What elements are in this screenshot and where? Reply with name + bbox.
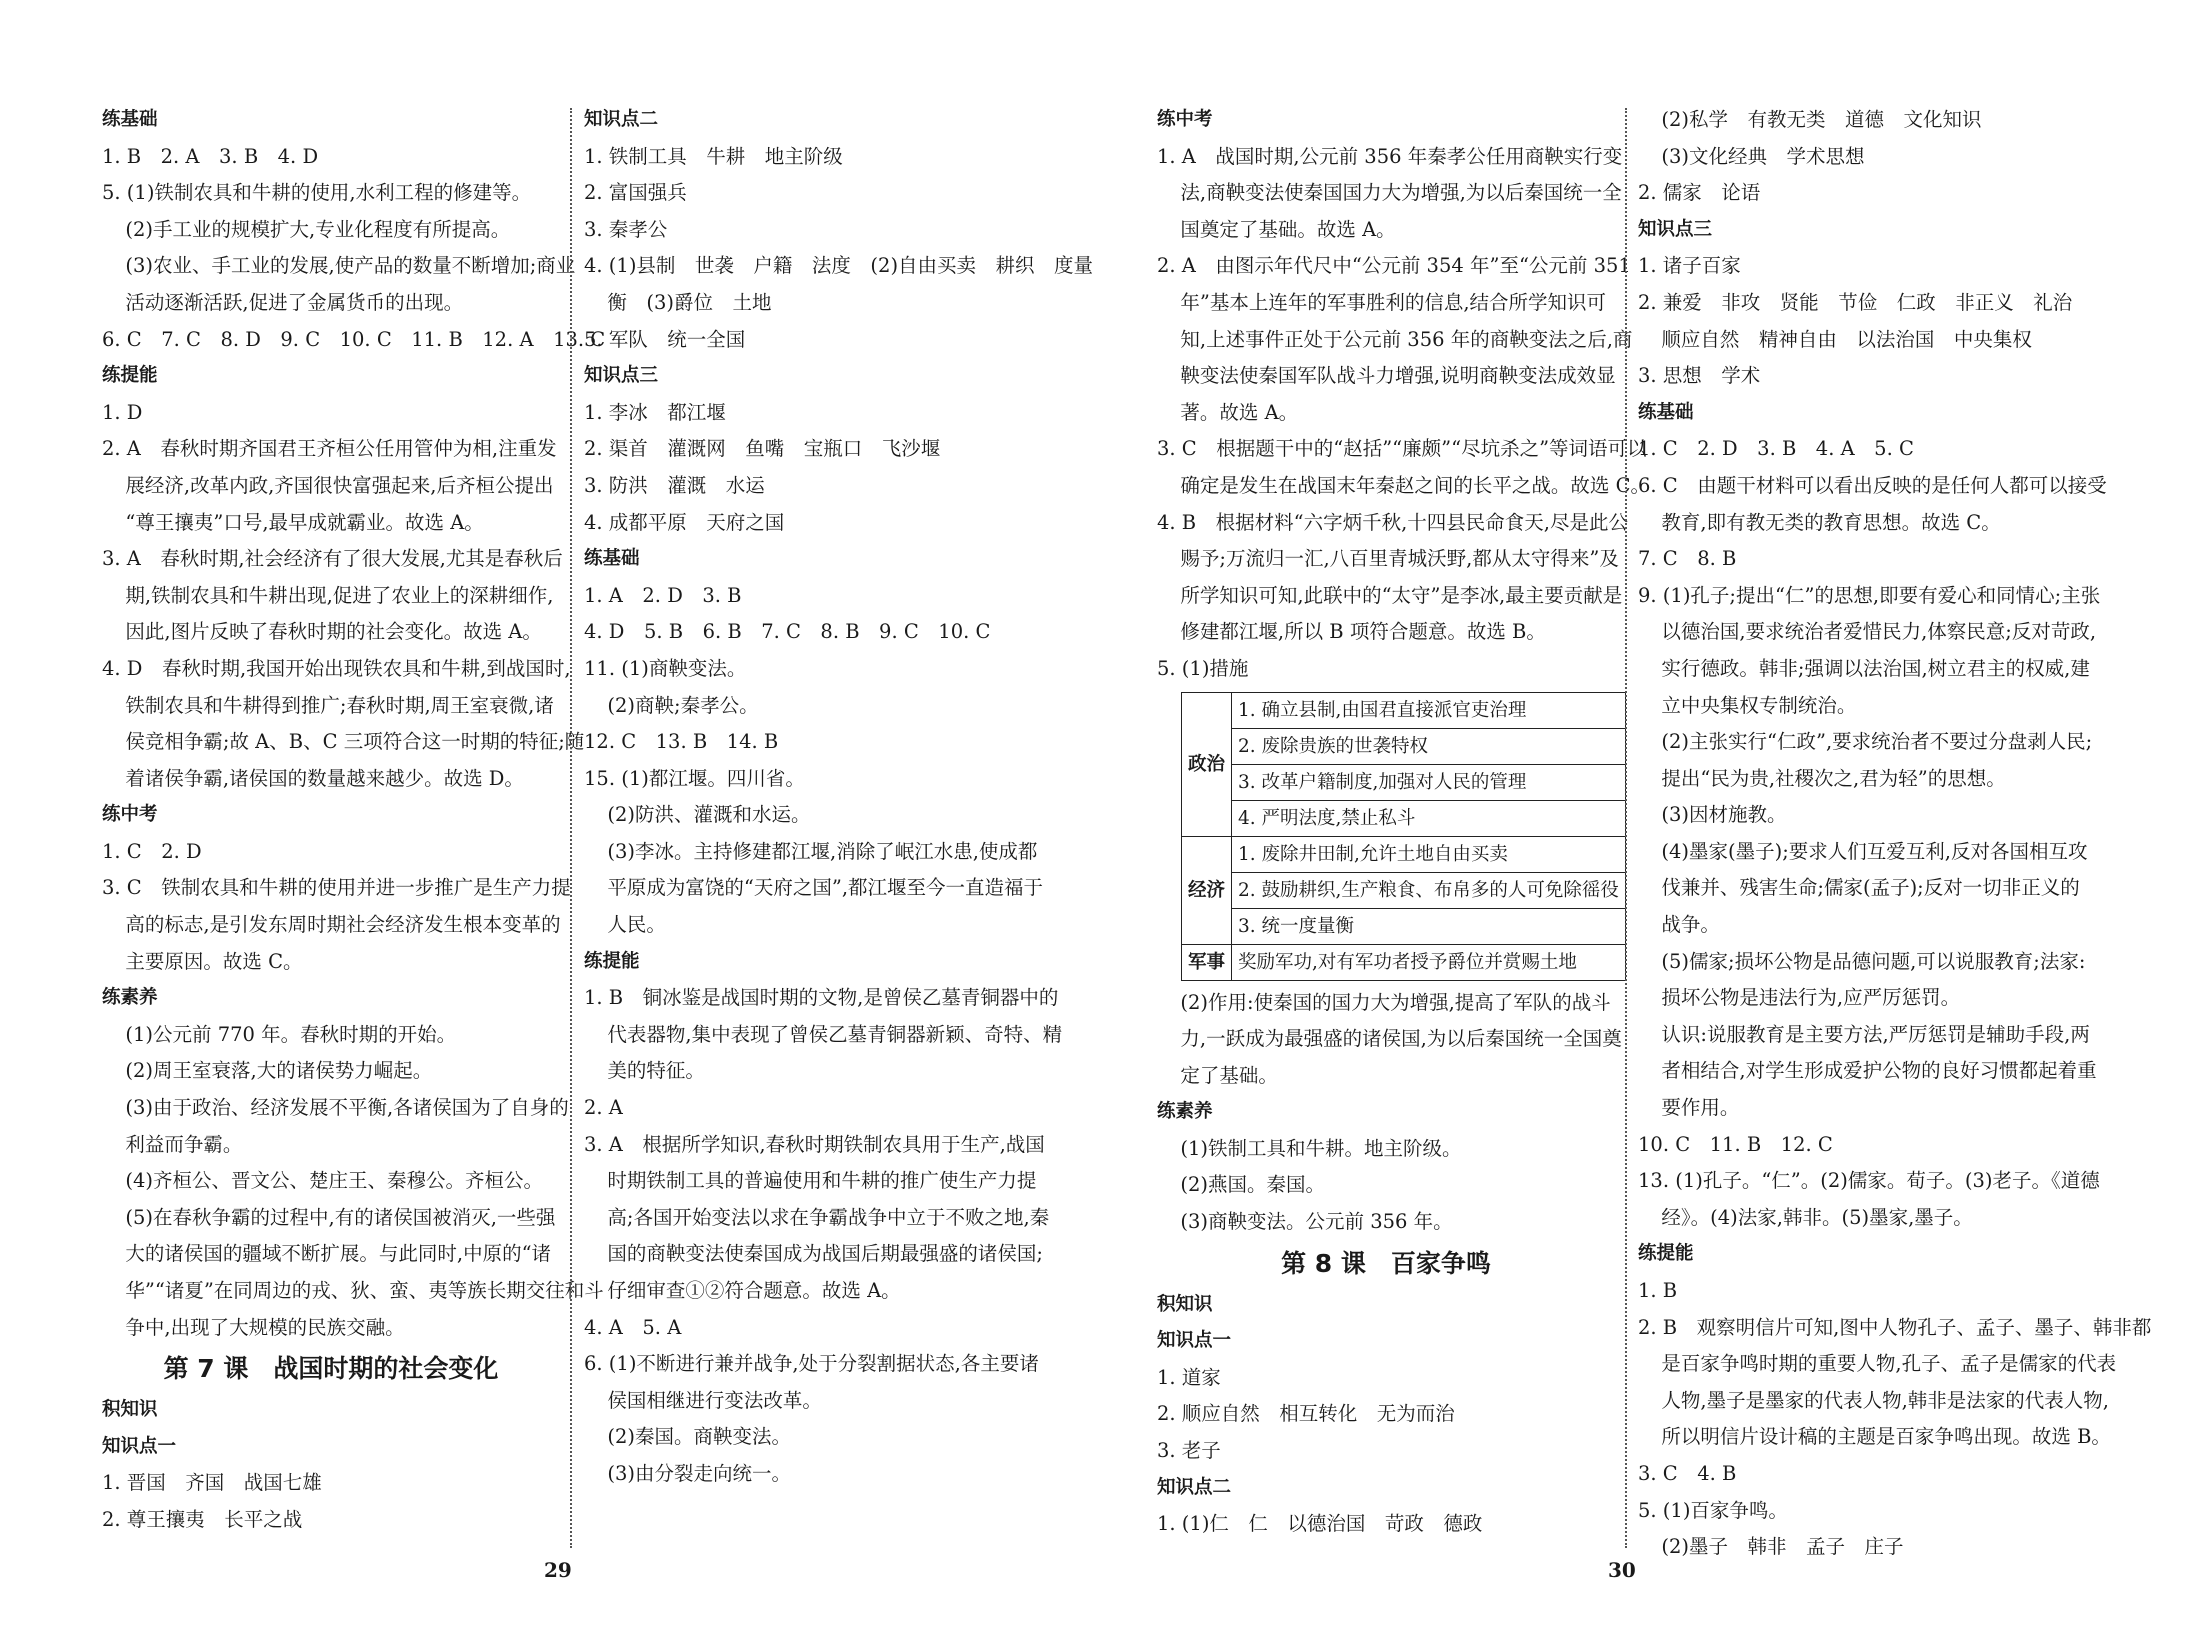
section-heading: 练基础 bbox=[584, 548, 640, 570]
column-divider-right bbox=[1625, 108, 1627, 1548]
answer-line: 1. 铁制工具 牛耕 地主阶级 bbox=[584, 144, 843, 168]
table-item-cell: 1. 废除井田制,允许土地自由买卖 bbox=[1232, 836, 1626, 872]
answer-line: 1. 诸子百家 bbox=[1638, 254, 1741, 278]
answer-line: 15. (1)都江堰。四川省。 bbox=[584, 766, 805, 790]
answer-line: 顺应自然 精神自由 以法治国 中央集权 bbox=[1661, 327, 2032, 351]
answer-line: 高的标志,是引发东周时期社会经济发生根本变革的 bbox=[125, 913, 561, 937]
answer-line: 1. 道家 bbox=[1157, 1365, 1221, 1389]
table-row bbox=[1182, 764, 1626, 800]
answer-line: 伐兼并、残害生命;儒家(孟子);反对一切非正义的 bbox=[1661, 876, 2080, 900]
answer-line: 仔细审查①②符合题意。故选 A。 bbox=[607, 1279, 901, 1302]
section-heading: 知识点一 bbox=[1157, 1330, 1232, 1352]
answer-line: 4. D 5. B 6. B 7. C 8. B 9. C 10. C bbox=[584, 620, 991, 644]
answer-line: 定了基础。 bbox=[1180, 1063, 1278, 1087]
answer-line: (2)主张实行“仁政”,要求统治者不要过分盘剥人民; bbox=[1661, 730, 2093, 754]
answer-line: 2. 兼爱 非攻 贤能 节俭 仁政 非正义 礼治 bbox=[1638, 290, 2073, 314]
column-divider-left bbox=[570, 108, 572, 1548]
answer-line: 4. D 春秋时期,我国开始出现铁农具和牛耕,到战国时, bbox=[102, 656, 571, 680]
answer-line: 3. A 春秋时期,社会经济有了很大发展,尤其是春秋后 bbox=[102, 547, 563, 571]
answer-line: (2)燕国。秦国。 bbox=[1180, 1173, 1326, 1197]
answer-line: (3)农业、手工业的发展,使产品的数量不断增加;商业 bbox=[125, 254, 576, 278]
col3-bottom-section bbox=[1157, 985, 1622, 1543]
answer-line: 1. 晋国 齐国 战国七雄 bbox=[102, 1471, 322, 1495]
answer-line: 2. 渠首 灌溉网 鱼嘴 宝瓶口 飞沙堰 bbox=[584, 437, 941, 461]
section-heading: 练基础 bbox=[1638, 401, 1694, 423]
answer-line: 以德治国,要求统治者爱惜民力,体察民意;反对苛政, bbox=[1661, 620, 2097, 644]
answer-line: 立中央集权专制统治。 bbox=[1661, 693, 1857, 717]
answer-line: (2)商鞅;秦孝公。 bbox=[607, 693, 759, 717]
table-row bbox=[1182, 800, 1626, 836]
answer-line: 平原成为富饶的“天府之国”,都江堰至今一直造福于 bbox=[607, 876, 1044, 900]
answer-line: 12. C 13. B 14. B bbox=[584, 730, 779, 754]
answer-line: 1. B 铜冰鉴是战国时期的文物,是曾侯乙墓青铜器中的 bbox=[584, 986, 1059, 1010]
left-page-column-1 bbox=[102, 102, 606, 1539]
answer-line: 衡 (3)爵位 土地 bbox=[607, 290, 772, 314]
answer-line: (1)铁制工具和牛耕。地主阶级。 bbox=[1180, 1136, 1462, 1160]
answer-line: “尊王攘夷”口号,最早成就霸业。故选 A。 bbox=[125, 510, 484, 534]
answer-line: 时期铁制工具的普遍使用和牛耕的推广使生产力提 bbox=[607, 1169, 1037, 1193]
answer-line: 6. C 7. C 8. D 9. C 10. C 11. B 12. A 13. C bbox=[102, 327, 606, 351]
table-row bbox=[1182, 692, 1626, 728]
answer-line: 5. (1)百家争鸣。 bbox=[1638, 1498, 1788, 1522]
answer-line: 认识:说服教育是主要方法,严厉惩罚是辅助手段,两 bbox=[1661, 1022, 2090, 1046]
answer-line: 2. 儒家 论语 bbox=[1638, 181, 1761, 205]
answer-line: (5)在春秋争霸的过程中,有的诸侯国被消灭,一些强 bbox=[125, 1205, 556, 1229]
answer-line: 3. 老子 bbox=[1157, 1439, 1221, 1463]
section-heading: 知识点三 bbox=[1638, 218, 1713, 240]
answer-line: (2)手工业的规模扩大,专业化程度有所提高。 bbox=[125, 217, 511, 241]
answer-line: (5)儒家;损坏公物是品德问题,可以说服教育;法家: bbox=[1661, 949, 2086, 973]
section-heading: 练中考 bbox=[102, 804, 158, 826]
page-number-left: 29 bbox=[544, 1558, 572, 1582]
answer-line: 要作用。 bbox=[1661, 1096, 1740, 1120]
answer-line: 侯国相继进行变法改革。 bbox=[607, 1388, 822, 1412]
answer-line: 国奠定了基础。故选 A。 bbox=[1180, 217, 1396, 241]
answer-line: 人物,墨子是墨家的代表人物,韩非是法家的代表人物, bbox=[1661, 1388, 2109, 1412]
answer-line: 4. B 根据材料“六字炳千秋,十四县民命食天,尽是此公 bbox=[1157, 510, 1628, 534]
answer-line: 3. 防洪 灌溉 水运 bbox=[584, 473, 765, 497]
answer-line: 4. A 5. A bbox=[584, 1315, 682, 1339]
answer-line: (4)墨家(墨子);要求人们互爱互利,反对各国相互攻 bbox=[1661, 839, 2088, 863]
answer-line: 1. C 2. D bbox=[102, 839, 202, 863]
section-heading: 积知识 bbox=[1157, 1293, 1213, 1315]
section-heading: 知识点二 bbox=[584, 109, 659, 130]
section-heading: 知识点二 bbox=[1157, 1476, 1232, 1498]
answer-line: 者相结合,对学生形成爱护公物的良好习惯都起着重 bbox=[1661, 1059, 2097, 1083]
answer-line: 1. 李冰 都江堰 bbox=[584, 400, 726, 424]
answer-line: 2. 尊王攘夷 长平之战 bbox=[102, 1507, 303, 1531]
answer-line: 赐予;万流归一汇,八百里青城沃野,都从太守得来”及 bbox=[1180, 547, 1619, 571]
left-page-column-2 bbox=[584, 102, 1094, 1493]
answer-line: 5. (1)铁制农具和牛耕的使用,水利工程的修建等。 bbox=[102, 181, 532, 205]
answer-line: 知,上述事件正处于公元前 356 年的商鞅变法之后,商 bbox=[1180, 327, 1633, 351]
answer-line: 3. C 4. B bbox=[1638, 1461, 1737, 1485]
section-heading: 练提能 bbox=[1638, 1243, 1694, 1265]
section-heading: 练基础 bbox=[102, 109, 158, 130]
lesson-title: 第 8 课 百家争鸣 bbox=[1281, 1248, 1491, 1278]
answer-line: (2)作用:使秦国的国力大为增强,提高了军队的战斗 bbox=[1180, 990, 1611, 1014]
answer-line: 4. (1)县制 世袭 户籍 法度 (2)自由买卖 耕织 度量 bbox=[584, 254, 1094, 278]
answer-line: 10. C 11. B 12. C bbox=[1638, 1132, 1833, 1156]
answer-line: 鞅变法使秦国军队战斗力增强,说明商鞅变法成效显 bbox=[1180, 364, 1616, 388]
table-row bbox=[1182, 728, 1626, 764]
answer-line: 因此,图片反映了春秋时期的社会变化。故选 A。 bbox=[125, 620, 542, 644]
answer-line: 高;各国开始变法以求在争霸战争中立于不败之地,秦 bbox=[607, 1205, 1050, 1229]
answer-line: 所学知识可知,此联中的“太守”是李冰,最主要贡献是 bbox=[1180, 583, 1623, 607]
section-heading: 知识点一 bbox=[102, 1435, 177, 1457]
col3-top-section bbox=[1157, 102, 1651, 688]
answer-line: 华”“诸夏”在同周边的戎、狄、蛮、夷等族长期交往和斗 bbox=[125, 1279, 604, 1302]
answer-line: 1. (1)仁 仁 以德治国 苛政 德政 bbox=[1157, 1512, 1483, 1536]
answer-line: 展经济,改革内政,齐国很快富强起来,后齐桓公提出 bbox=[125, 473, 554, 497]
section-heading: 练素养 bbox=[1157, 1101, 1213, 1123]
section-heading: 积知识 bbox=[102, 1399, 158, 1421]
answer-line: 7. C 8. B bbox=[1638, 547, 1737, 571]
answer-line: 1. D bbox=[102, 400, 143, 424]
table-item-cell: 4. 严明法度,禁止私斗 bbox=[1232, 800, 1626, 836]
answer-line: 1. A 2. D 3. B bbox=[584, 583, 742, 607]
page-number-right: 30 bbox=[1608, 1558, 1636, 1582]
answer-line: 1. B bbox=[1638, 1279, 1678, 1302]
answer-line: 确定是发生在战国末年秦赵之间的长平之战。故选 C。 bbox=[1180, 473, 1651, 497]
lesson-title: 第 7 课 战国时期的社会变化 bbox=[163, 1354, 499, 1384]
table-item-cell: 2. 废除贵族的世袭特权 bbox=[1232, 728, 1626, 764]
answer-line: 13. (1)孔子。“仁”。(2)儒家。荀子。(3)老子。《道德 bbox=[1638, 1169, 2100, 1193]
answer-line: 9. (1)孔子;提出“仁”的思想,即要有爱心和同情心;主张 bbox=[1638, 583, 2101, 607]
table-item-cell: 3. 改革户籍制度,加强对人民的管理 bbox=[1232, 764, 1626, 800]
answer-line: 11. (1)商鞅变法。 bbox=[584, 656, 747, 680]
answer-line: (3)李冰。主持修建都江堰,消除了岷江水患,使成都 bbox=[607, 839, 1038, 863]
answer-line: 利益而争霸。 bbox=[125, 1132, 243, 1156]
answer-line: 法,商鞅变法使秦国国力大为增强,为以后秦国统一全 bbox=[1180, 181, 1622, 205]
answer-line: 国的商鞅变法使秦国成为战国后期最强盛的诸侯国; bbox=[607, 1242, 1043, 1266]
right-page-column-1 bbox=[1157, 102, 1651, 1543]
section-heading: 练素养 bbox=[102, 987, 158, 1009]
answer-line: 争中,出现了大规模的民族交融。 bbox=[125, 1315, 405, 1339]
answer-line: 着诸侯争霸,诸侯国的数量越来越少。故选 D。 bbox=[125, 766, 524, 790]
table-row bbox=[1182, 908, 1626, 944]
right-page-column-2 bbox=[1638, 102, 2152, 1566]
answer-line: 教育,即有教无类的教育思想。故选 C。 bbox=[1661, 510, 2001, 534]
answer-line: (3)由分裂走向统一。 bbox=[607, 1461, 792, 1485]
answer-line: 著。故选 A。 bbox=[1180, 400, 1299, 424]
answer-line: (2)防洪、灌溉和水运。 bbox=[607, 803, 811, 827]
table-category-cell: 军事 bbox=[1182, 944, 1232, 980]
answer-line: 3. A 根据所学知识,春秋时期铁制农具用于生产,战国 bbox=[584, 1132, 1045, 1156]
answer-line: 损坏公物是违法行为,应严厉惩罚。 bbox=[1661, 986, 1961, 1010]
answer-line: 3. 思想 学术 bbox=[1638, 364, 1761, 388]
answer-line: (3)文化经典 学术思想 bbox=[1661, 144, 1865, 168]
table-category-cell: 经济 bbox=[1182, 836, 1232, 944]
table-item-cell: 2. 鼓励耕织,生产粮食、布帛多的人可免除徭役 bbox=[1232, 872, 1626, 908]
section-heading: 练提能 bbox=[584, 950, 640, 972]
answer-line: 战争。 bbox=[1661, 913, 1720, 937]
answer-line: (2)墨子 韩非 孟子 庄子 bbox=[1661, 1535, 1904, 1559]
answer-line: 期,铁制农具和牛耕出现,促进了农业上的深耕细作, bbox=[125, 583, 554, 607]
answer-line: 5. 军队 统一全国 bbox=[584, 327, 746, 351]
answer-line: (3)由于政治、经济发展不平衡,各诸侯国为了自身的 bbox=[125, 1096, 569, 1120]
table-row bbox=[1182, 836, 1626, 872]
answer-line: 经》。(4)法家,韩非。(5)墨家,墨子。 bbox=[1661, 1205, 1973, 1229]
table-category-cell: 政治 bbox=[1182, 692, 1232, 836]
answer-line: 1. A 战国时期,公元前 356 年秦孝公任用商鞅实行变 bbox=[1157, 144, 1623, 168]
answer-line: (2)私学 有教无类 道德 文化知识 bbox=[1661, 108, 1982, 131]
shang-yang-reform-table bbox=[1181, 692, 1626, 981]
table-item-cell: 1. 确立县制,由国君直接派官吏治理 bbox=[1232, 692, 1626, 728]
answer-line: 3. C 根据题干中的“赵括”“廉颇”“尽坑杀之”等词语可以 bbox=[1157, 437, 1647, 461]
answer-line: 1. B 2. A 3. B 4. D bbox=[102, 144, 319, 168]
answer-line: 活动逐渐活跃,促进了金属货币的出现。 bbox=[125, 290, 464, 314]
answer-line: 3. C 铁制农具和牛耕的使用并进一步推广是生产力提 bbox=[102, 876, 571, 900]
answer-line: 铁制农具和牛耕得到推广;春秋时期,周王室衰微,诸 bbox=[125, 693, 554, 717]
answer-line: 3. 秦孝公 bbox=[584, 217, 668, 241]
answer-line: 2. A 春秋时期齐国君王齐桓公任用管仲为相,注重发 bbox=[102, 437, 557, 461]
table-item-cell: 3. 统一度量衡 bbox=[1232, 908, 1626, 944]
section-heading: 练提能 bbox=[102, 365, 158, 387]
answer-line: (2)周王室衰落,大的诸侯势力崛起。 bbox=[125, 1059, 433, 1083]
answer-line: 6. (1)不断进行兼并战争,处于分裂割据状态,各主要诸 bbox=[584, 1352, 1039, 1376]
answer-line: (1)公元前 770 年。春秋时期的开始。 bbox=[125, 1022, 457, 1046]
answer-line: 2. B 观察明信片可知,图中人物孔子、孟子、墨子、韩非都 bbox=[1638, 1315, 2152, 1339]
answer-line: (2)秦国。商鞅变法。 bbox=[607, 1425, 792, 1449]
answer-line: 2. A 由图示年代尺中“公元前 354 年”至“公元前 351 bbox=[1157, 254, 1631, 278]
table-row bbox=[1182, 944, 1626, 980]
answer-line: 1. C 2. D 3. B 4. A 5. C bbox=[1638, 437, 1914, 461]
answer-line: 侯竞相争霸;故 A、B、C 三项符合这一时期的特征;随 bbox=[125, 730, 585, 754]
answer-line: 是百家争鸣时期的重要人物,孔子、孟子是儒家的代表 bbox=[1661, 1352, 2117, 1376]
answer-line: 人民。 bbox=[607, 913, 666, 937]
section-heading: 知识点三 bbox=[584, 365, 659, 387]
answer-line: 力,一跃成为最强盛的诸侯国,为以后秦国统一全国奠 bbox=[1180, 1027, 1622, 1051]
answer-line: 提出“民为贵,社稷次之,君为轻”的思想。 bbox=[1661, 766, 2006, 790]
table-item-cell: 奖励军功,对有军功者授予爵位并赏赐土地 bbox=[1232, 944, 1626, 980]
answer-line: 年”基本上连年的军事胜利的信息,结合所学知识可 bbox=[1180, 290, 1607, 314]
answer-line: 4. 成都平原 天府之国 bbox=[584, 510, 785, 534]
answer-line: (3)商鞅变法。公元前 356 年。 bbox=[1180, 1210, 1453, 1234]
answer-line: 美的特征。 bbox=[607, 1059, 705, 1083]
answer-line: 大的诸侯国的疆域不断扩展。与此同时,中原的“诸 bbox=[125, 1242, 552, 1266]
answer-line: 所以明信片设计稿的主题是百家争鸣出现。故选 B。 bbox=[1661, 1425, 2111, 1449]
answer-line: 实行德政。韩非;强调以法治国,树立君主的权威,建 bbox=[1661, 656, 2090, 680]
answer-line: 代表器物,集中表现了曾侯乙墓青铜器新颖、奇特、精 bbox=[607, 1022, 1063, 1046]
answer-line: 2. 顺应自然 相互转化 无为而治 bbox=[1157, 1402, 1455, 1426]
answer-line: 5. (1)措施 bbox=[1157, 656, 1249, 680]
answer-line: (3)因材施教。 bbox=[1661, 803, 1787, 827]
answer-line: 6. C 由题干材料可以看出反映的是任何人都可以接受 bbox=[1638, 473, 2107, 497]
answer-line: (4)齐桓公、晋文公、楚庄王、秦穆公。齐桓公。 bbox=[125, 1169, 544, 1193]
answer-line: 2. 富国强兵 bbox=[584, 181, 687, 205]
answer-line: 修建都江堰,所以 B 项符合题意。故选 B。 bbox=[1180, 620, 1546, 644]
table-row bbox=[1182, 872, 1626, 908]
answer-line: 主要原因。故选 C。 bbox=[125, 949, 303, 973]
answer-line: 2. A bbox=[584, 1096, 623, 1120]
section-heading: 练中考 bbox=[1157, 109, 1213, 130]
